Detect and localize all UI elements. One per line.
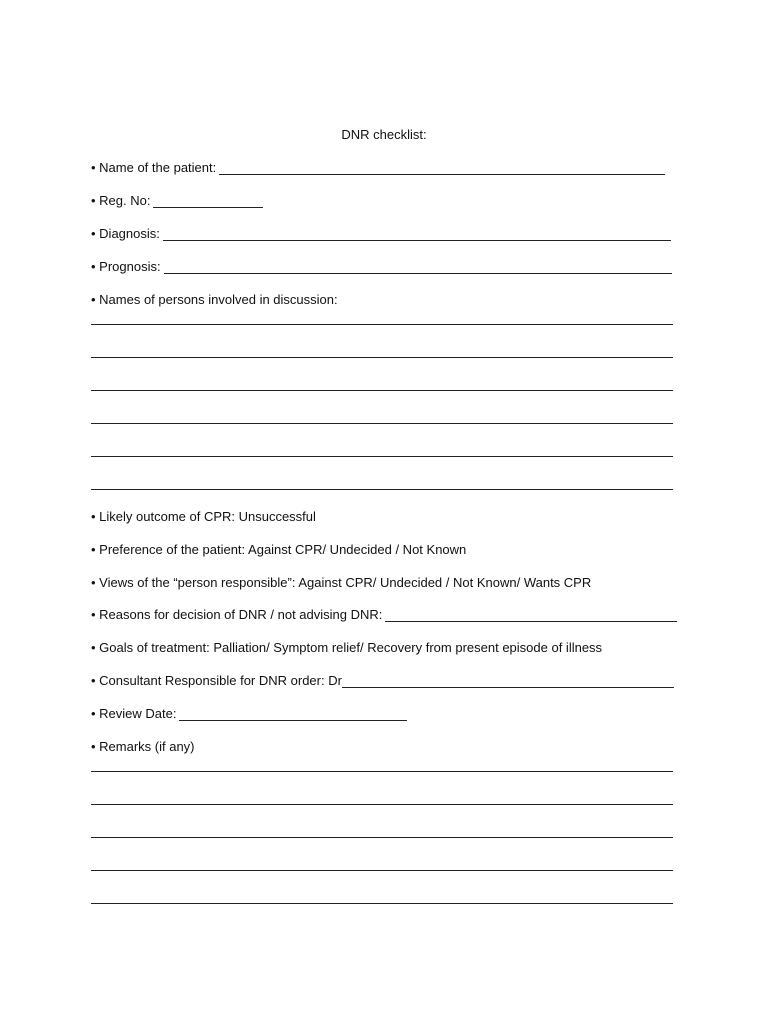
label-prognosis: • Prognosis: xyxy=(91,259,161,274)
field-likely-outcome xyxy=(91,508,316,526)
remarks-line-3[interactable] xyxy=(91,837,673,838)
field-dnr-reasons xyxy=(91,606,677,624)
persons-line-6[interactable] xyxy=(91,489,673,490)
label-persons-involved: • Names of persons involved in discussion: xyxy=(91,292,338,307)
prognosis-blank[interactable] xyxy=(164,260,672,274)
field-persons-involved xyxy=(91,291,338,309)
persons-line-2[interactable] xyxy=(91,357,673,358)
field-patient-name xyxy=(91,159,665,177)
persons-line-4[interactable] xyxy=(91,423,673,424)
label-review-date: • Review Date: xyxy=(91,706,177,721)
dnr-reasons-blank[interactable] xyxy=(385,608,677,622)
field-remarks xyxy=(91,738,195,756)
label-person-responsible-views: • Views of the “person responsible”: Against CPR/ Undecided / Not Known/ Wants CPR xyxy=(91,575,592,590)
label-likely-outcome: • Likely outcome of CPR: Unsuccessful xyxy=(91,509,316,524)
page-title: DNR checklist: xyxy=(341,127,427,142)
patient-name-blank[interactable] xyxy=(219,161,665,175)
field-reg-no xyxy=(91,192,263,210)
reg-no-blank[interactable] xyxy=(153,194,263,208)
persons-line-1[interactable] xyxy=(91,324,673,325)
remarks-line-4[interactable] xyxy=(91,870,673,871)
label-dnr-reasons: • Reasons for decision of DNR / not advising DNR: xyxy=(91,607,383,622)
label-reg-no: • Reg. No: xyxy=(91,193,151,208)
field-treatment-goals xyxy=(91,639,602,657)
consultant-blank[interactable] xyxy=(342,674,674,688)
field-diagnosis xyxy=(91,225,671,243)
label-diagnosis: • Diagnosis: xyxy=(91,226,160,241)
label-remarks: • Remarks (if any) xyxy=(91,739,195,754)
remarks-line-1[interactable] xyxy=(91,771,673,772)
label-consultant: • Consultant Responsible for DNR order: Dr xyxy=(91,673,342,688)
field-consultant xyxy=(91,672,674,690)
remarks-line-5[interactable] xyxy=(91,903,673,904)
field-person-responsible-views xyxy=(91,574,591,592)
review-date-blank[interactable] xyxy=(179,707,407,721)
persons-line-3[interactable] xyxy=(91,390,673,391)
label-patient-name: • Name of the patient: xyxy=(91,160,217,175)
field-prognosis xyxy=(91,258,672,276)
diagnosis-blank[interactable] xyxy=(163,227,671,241)
persons-line-5[interactable] xyxy=(91,456,673,457)
label-treatment-goals: • Goals of treatment: Palliation/ Symptom relief/ Recovery from present episode of illness xyxy=(91,640,603,655)
remarks-line-2[interactable] xyxy=(91,804,673,805)
field-review-date xyxy=(91,705,407,723)
field-patient-preference xyxy=(91,541,466,559)
label-patient-preference: • Preference of the patient: Against CPR/ Undecided / Not Known xyxy=(91,542,467,557)
